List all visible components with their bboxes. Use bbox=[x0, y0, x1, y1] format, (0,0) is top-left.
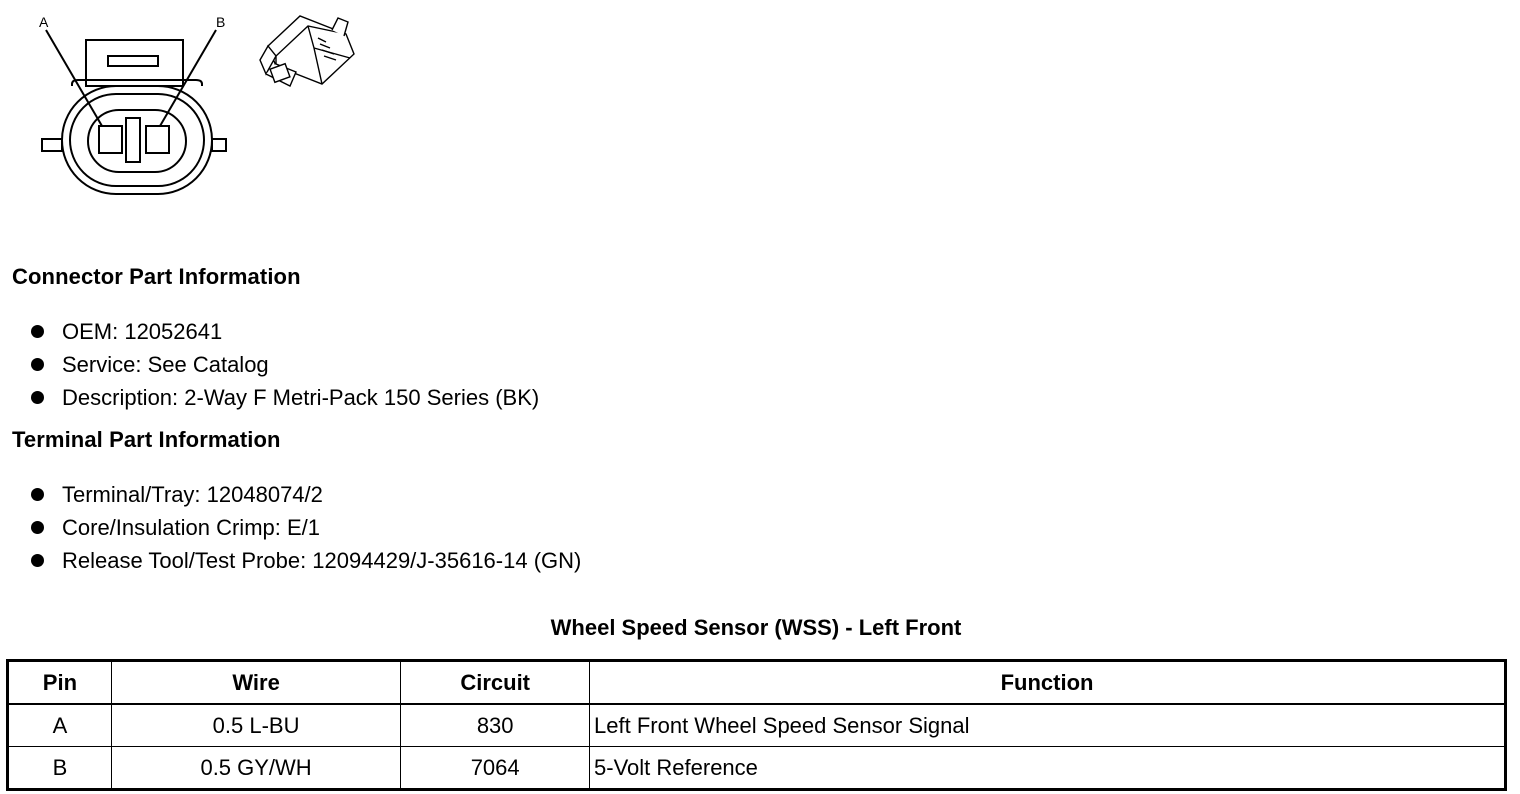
header-wire: Wire bbox=[111, 661, 400, 705]
connector-description: Description: 2-Way F Metri-Pack 150 Series (BK) bbox=[62, 384, 540, 410]
terminal-info-heading: Terminal Part Information bbox=[12, 427, 281, 452]
cell-function: 5-Volt Reference bbox=[590, 747, 1506, 790]
connector-info-list bbox=[28, 315, 539, 414]
cell-wire: 0.5 L-BU bbox=[111, 704, 400, 747]
bullet-icon bbox=[31, 488, 44, 501]
pin-table-title: Wheel Speed Sensor (WSS) - Left Front bbox=[550, 615, 962, 640]
header-pin: Pin bbox=[8, 661, 112, 705]
connector-oem: OEM: 12052641 bbox=[62, 318, 223, 344]
table-row bbox=[8, 747, 1506, 790]
pin-table bbox=[6, 659, 1507, 791]
table-row bbox=[8, 704, 1506, 747]
header-function: Function bbox=[590, 661, 1506, 705]
bullet-icon bbox=[31, 521, 44, 534]
connector-info-heading: Connector Part Information bbox=[12, 264, 301, 289]
list-item bbox=[28, 348, 539, 381]
bullet-icon bbox=[31, 358, 44, 371]
terminal-crimp: Core/Insulation Crimp: E/1 bbox=[62, 514, 320, 540]
cell-circuit: 830 bbox=[401, 704, 590, 747]
bullet-icon bbox=[31, 325, 44, 338]
table-header-row bbox=[8, 661, 1506, 705]
header-circuit: Circuit bbox=[401, 661, 590, 705]
terminal-info-list bbox=[28, 478, 581, 577]
pin-a-label: A bbox=[39, 14, 49, 30]
cell-pin: B bbox=[8, 747, 112, 790]
list-item bbox=[28, 511, 581, 544]
list-item bbox=[28, 544, 581, 577]
list-item bbox=[28, 478, 581, 511]
connector-service: Service: See Catalog bbox=[62, 351, 269, 377]
cell-wire: 0.5 GY/WH bbox=[111, 747, 400, 790]
cell-function: Left Front Wheel Speed Sensor Signal bbox=[590, 704, 1506, 747]
terminal-tray: Terminal/Tray: 12048074/2 bbox=[62, 481, 323, 507]
bullet-icon bbox=[31, 391, 44, 404]
list-item bbox=[28, 315, 539, 348]
cell-circuit: 7064 bbox=[401, 747, 590, 790]
list-item bbox=[28, 381, 539, 414]
bullet-icon bbox=[31, 554, 44, 567]
cell-pin: A bbox=[8, 704, 112, 747]
connector-isometric-image bbox=[250, 8, 360, 98]
pin-b-label: B bbox=[216, 14, 226, 30]
terminal-release-tool: Release Tool/Test Probe: 12094429/J-35616-14 (GN) bbox=[62, 547, 582, 573]
